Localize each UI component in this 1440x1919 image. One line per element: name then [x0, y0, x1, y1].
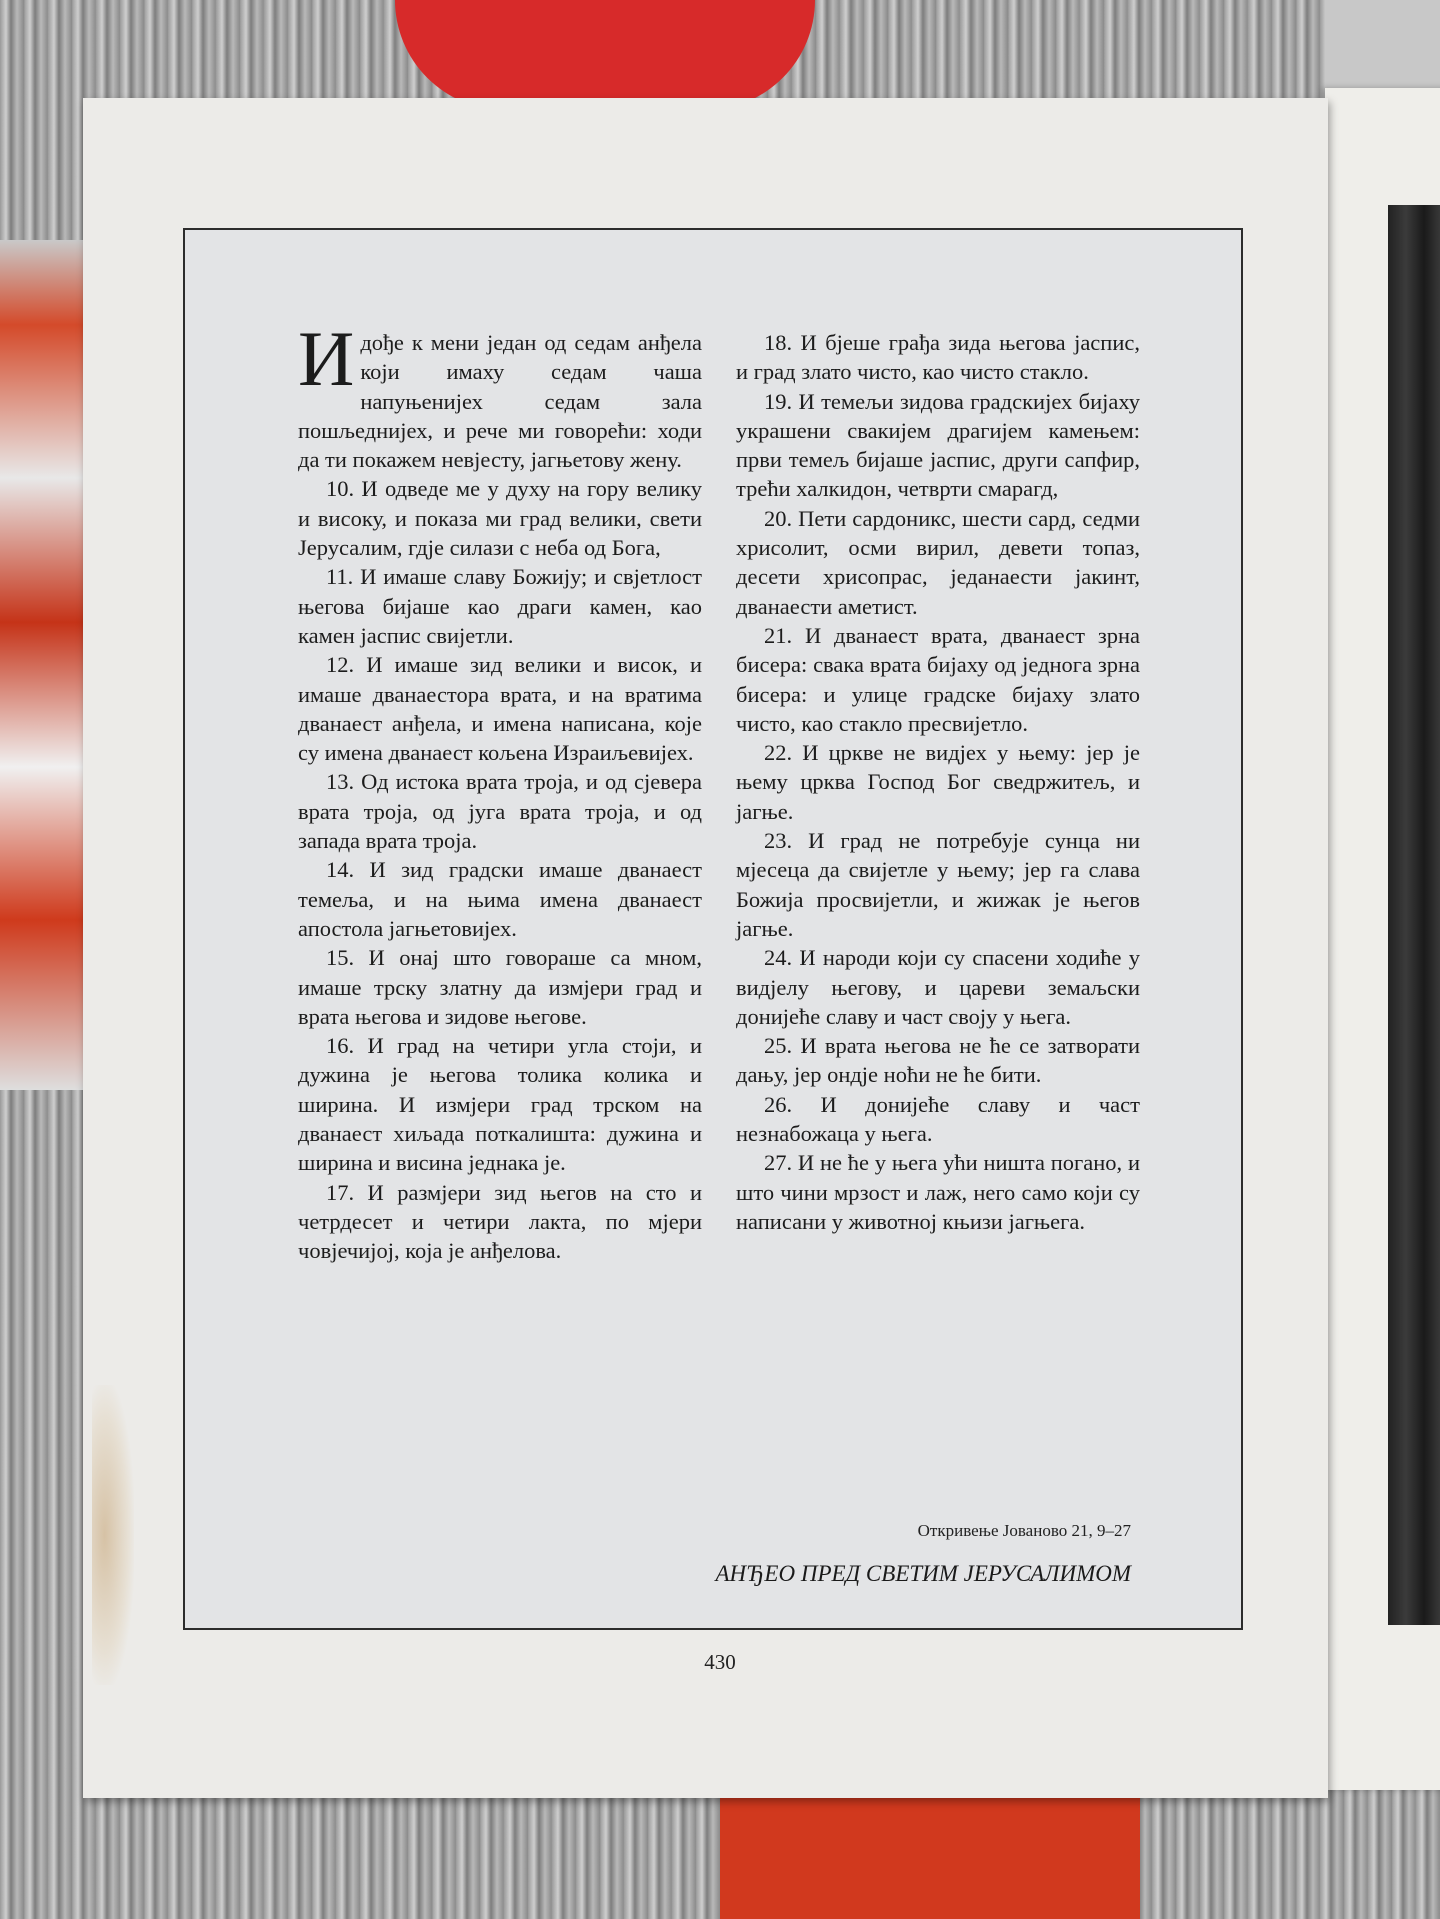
- verse: 21. И дванаест врата, дванаест зрна бисера: свака врата бијаху од једнога зрна бисера: и улице градске бијаху злато чисто, као стакло пресвијетло.: [736, 622, 1140, 736]
- verse: 26. И донијеће славу и част незнабожаца у њега.: [736, 1091, 1140, 1147]
- right-column: [736, 328, 1140, 1236]
- drop-cap: И: [298, 315, 355, 402]
- verse: 15. И онај што говораше са мном, имаше трску златну да измјери град и врата његова и зидове његове.: [298, 945, 702, 1029]
- facing-page-engraving: [1388, 205, 1440, 1625]
- page-stain: [92, 1385, 134, 1685]
- verse: 22. И цркве не видјех у њему: јер је њему црква Господ Бог сведржитељ, и јагње.: [736, 740, 1140, 824]
- background-cloth-left: [0, 240, 85, 1090]
- page-number: 430: [704, 1650, 736, 1674]
- verse: 16. И град на четири угла стоји, и дужина је његова толика колика и ширина. И измјери град трском на дванаест хиљада поткалишта: дужина и ширина и висина једнака је.: [298, 1033, 702, 1176]
- verse: 25. И врата његова не ће се затворати дању, јер ондје ноћи не ће бити.: [736, 1033, 1140, 1088]
- verse: 12. И имаше зид велики и висок, и имаше дванаестора врата, и на вратима дванаест анђела, и имена написана, које су имена дванаест кољена Израиљевијех.: [298, 652, 702, 766]
- background-red-fabric: [395, 0, 815, 110]
- verse: 23. И град не потребује сунца ни мјесеца да свијетле у њему; јер га слава Божија просвијетли, и жижак је његов јагње.: [736, 828, 1140, 941]
- verse: 18. И бјеше грађа зида његова јаспис, и град злато чисто, као чисто стакло.: [736, 330, 1140, 385]
- verse: 10. И одведе ме у духу на гору велику и високу, и показа ми град велики, свети Јерусалим, гдје силази с неба од Бога,: [298, 476, 702, 561]
- verse: 27. И не ће у њега ући ништа погано, и што чини мрзост и лаж, него само који су написани у животној књизи јагњега.: [736, 1150, 1140, 1234]
- background-wood: [1325, 0, 1440, 90]
- verse: 17. И размјери зид његов на сто и четрдесет и четири лакта, по мјери човјечијој, која је анђелова.: [298, 1179, 702, 1264]
- verse: 14. И зид градски имаше дванаест темеља, и на њима имена дванаест апостола јагњетовијех.: [298, 857, 702, 941]
- scripture-citation: Откривење Јованово 21, 9–27: [917, 1521, 1131, 1540]
- intro-text: дође к мени један од седам анђела који имаху седам чаша напуњенијех седам зала пошљеднијех, и рече ми говорећи: ходи да ти покажем невјесту, јагњетову жену.: [298, 330, 702, 473]
- verse: 13. Од истока врата троја, и од сјевера врата троја, од југа врата троја, и од запада врата троја.: [298, 769, 702, 854]
- left-column: [298, 315, 702, 1266]
- verse: 20. Пети сардоникс, шести сард, седми хрисолит, осми вирил, девети топаз, десети хрисопрас, једанаести јакинт, дванаести аметист.: [736, 505, 1140, 619]
- verse: 11. И имаше славу Божију; и свјетлост његова бијаше као драги камен, као камен јаспис свијетли.: [298, 564, 702, 648]
- verse: 19. И темељи зидова градскијех бијаху украшени свакијем драгијем камењем: први темељ бијаше јаспис, други сапфир, трећи халкидон, четврти смарагд,: [736, 388, 1140, 502]
- illustration-caption: АНЂЕО ПРЕД СВЕТИМ ЈЕРУСАЛИМОМ: [715, 1561, 1131, 1586]
- intro-paragraph: [298, 315, 702, 474]
- verse: 24. И народи који су спасени ходиће у видјелу његову, и цареви земаљски донијеће славу и част своју у њега.: [736, 945, 1140, 1029]
